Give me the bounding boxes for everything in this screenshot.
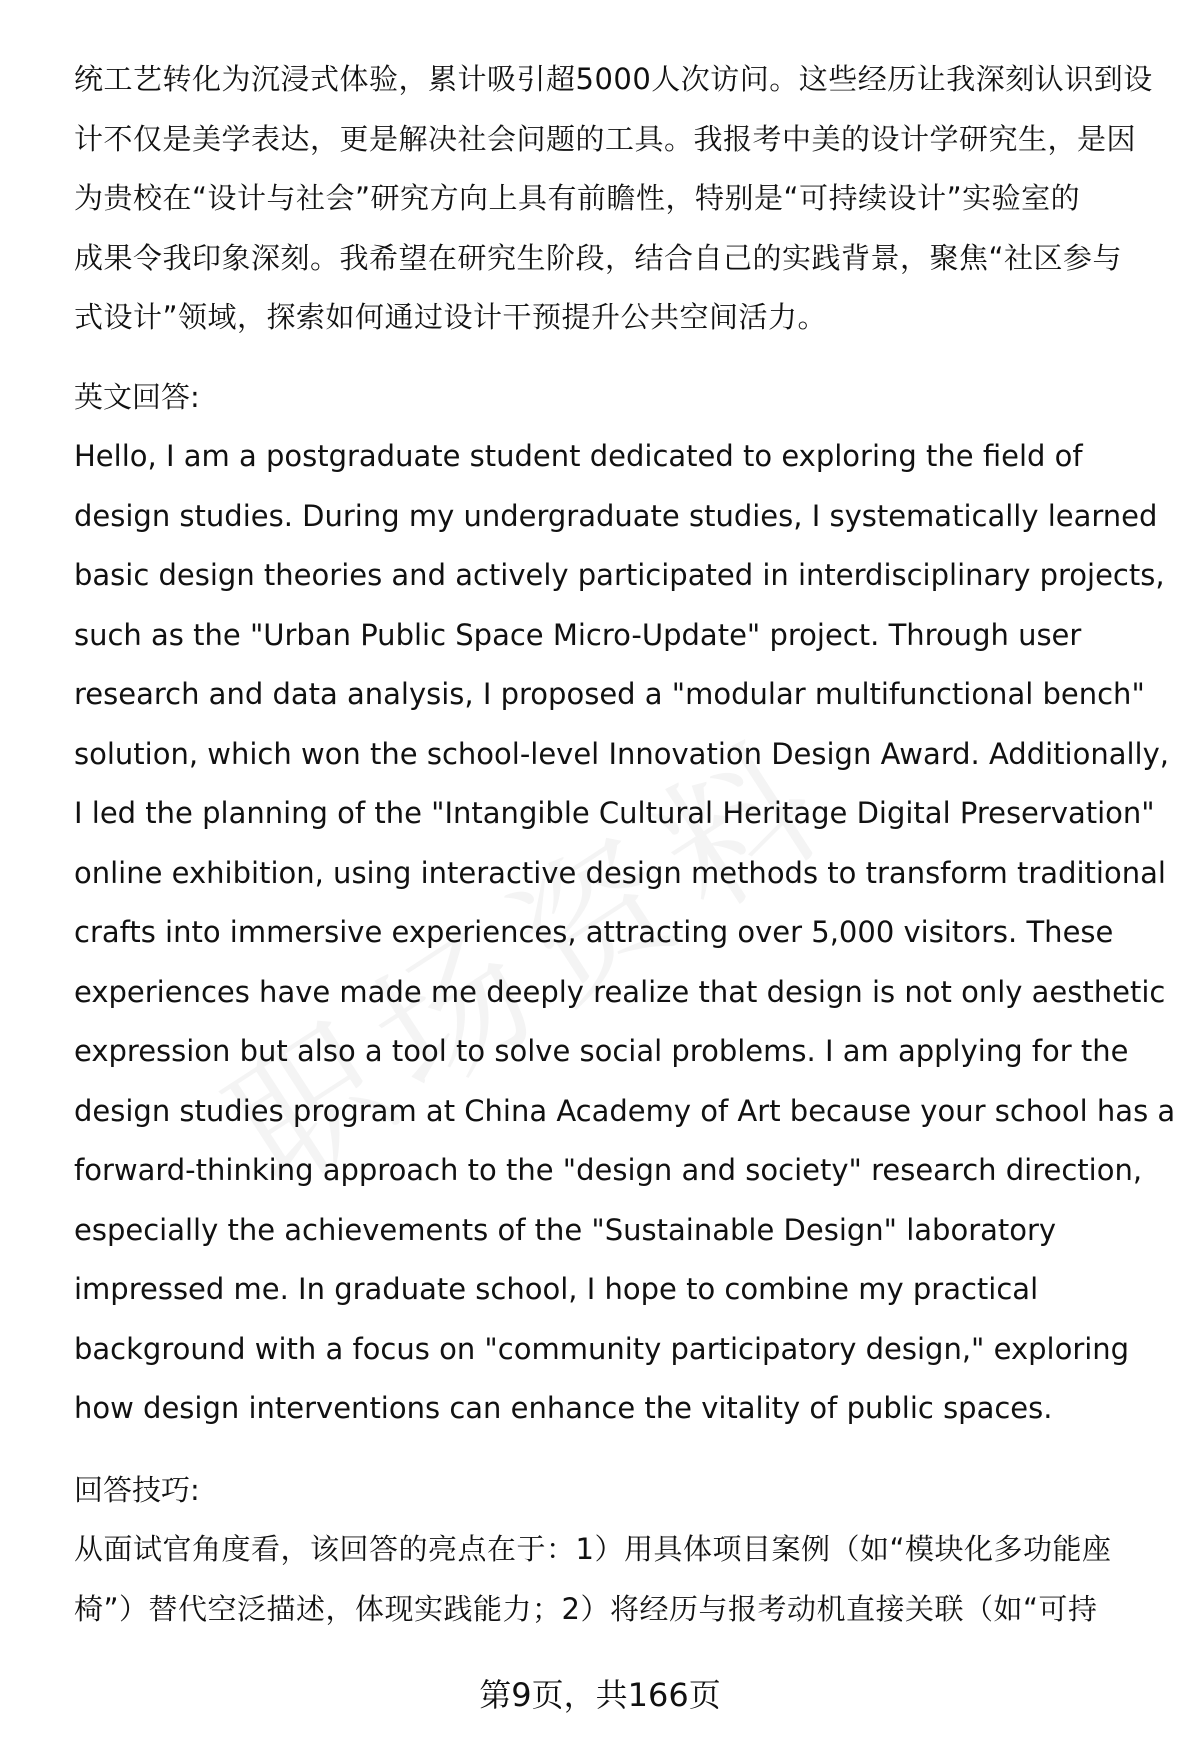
text-line: especially the achievements of the "Sustainable Design" laboratory [74,1212,1057,1247]
text-line: how design interventions can enhance the vitality of public spaces. [74,1391,1053,1425]
text-line: such as the "Urban Public Space Micro-Update" project. Through user [74,617,1082,652]
text-line: Hello, I am a postgraduate student dedicated to exploring the field of [74,439,1083,473]
answer-tips-body [74,1520,1154,1639]
text-line: I led the planning of the "Intangible Cultural Heritage Digital Preservation" [74,796,1155,830]
text-line: 为贵校在“设计与社会”研究方向上具有前瞻性，特别是“可持续设计”实验室的 [74,181,1081,215]
chinese-answer-continuation [74,50,1154,348]
text-line: experiences have made me deeply realize that design is not only aesthetic [74,974,1166,1009]
text-line: 统工艺转化为沉浸式体验，累计吸引超5000人次访问。这些经历让我深刻认识到设 [74,62,1153,96]
english-answer-body [74,427,1176,1439]
text-line: expression but also a tool to solve social problems. I am applying for the [74,1034,1129,1068]
text-line: crafts into immersive experiences, attracting over 5,000 visitors. These [74,915,1114,949]
text-line: background with a focus on "community participatory design," exploring [74,1331,1130,1366]
text-line: 式设计”领域，探索如何通过设计干预提升公共空间活力。 [74,300,828,334]
text-line: basic design theories and actively participated in interdisciplinary projects, [74,558,1165,592]
text-line: 从面试官角度看，该回答的亮点在于：1）用具体项目案例（如“模块化多功能座 [74,1532,1112,1566]
english-answer-heading: 英文回答: [74,379,200,414]
text-line: 成果令我印象深刻。我希望在研究生阶段，结合自己的实践背景，聚焦“社区参与 [74,240,1123,275]
text-line: forward-thinking approach to the "design and society" research direction, [74,1153,1143,1187]
text-line: design studies program at China Academy of Art because your school has a [74,1093,1176,1128]
text-line: design studies. During my undergraduate studies, I systematically learned [74,498,1158,533]
text-line: impressed me. In graduate school, I hope to combine my practical [74,1272,1039,1306]
text-line: research and data analysis, I proposed a "modular multifunctional bench" [74,677,1145,711]
text-line: online exhibition, using interactive design methods to transform traditional [74,855,1166,890]
page-number: 第9页，共166页 [479,1676,721,1714]
text-line: 计不仅是美学表达，更是解决社会问题的工具。我报考中美的设计学研究生，是因 [74,121,1137,156]
answer-tips-heading: 回答技巧: [74,1472,200,1507]
text-line: solution, which won the school-level Innovation Design Award. Additionally, [74,736,1169,771]
text-line: 椅”）替代空泛描述，体现实践能力；2）将经历与报考动机直接关联（如“可持 [74,1591,1098,1626]
document-page [74,50,1176,1639]
